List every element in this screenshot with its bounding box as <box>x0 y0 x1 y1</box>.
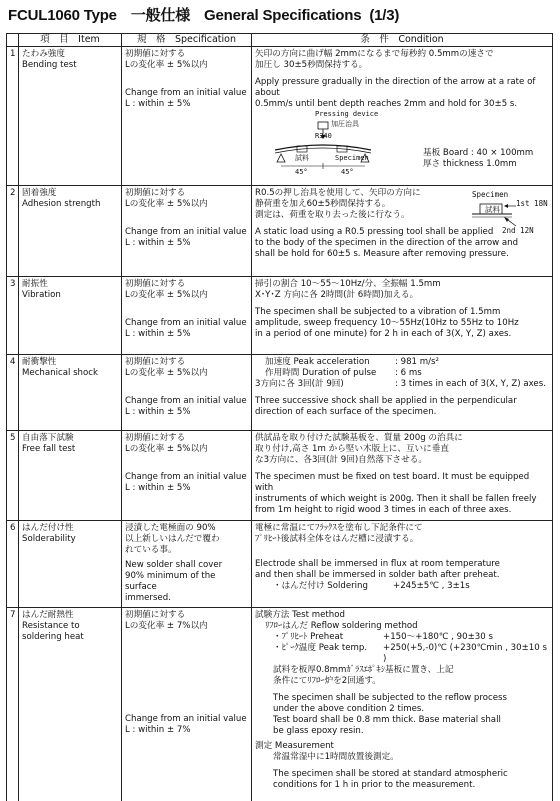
fig-second-load: 2nd 12N <box>502 226 534 235</box>
spec-ja: 初期値に対する Lの変化率 ± 5%以内 <box>125 433 208 454</box>
header-condition: 条 件 Condition <box>252 34 553 47</box>
table-row <box>7 355 553 431</box>
table-row <box>7 47 553 186</box>
row-number: 7 <box>7 608 19 801</box>
condition-preheat: ・ﾌﾟﾘﾋｰﾄ Preheat +150～+180℃ , 90±30 s <box>273 632 493 642</box>
header-no <box>7 34 19 47</box>
table-row <box>7 186 553 277</box>
fig-sample-label: 試料 <box>295 154 309 162</box>
condition-ja: 矢印の方向に曲げ幅 2mmになるまで毎秒約 0.5mmの速さで 加圧し 30±5秒間保持する。 <box>255 49 494 70</box>
method-title: 試験方法 Test method <box>255 610 345 620</box>
spec-ja: 初期値に対する Lの変化率 ± 5%以内 <box>125 49 208 70</box>
title-en: General Specifications <box>204 7 362 24</box>
spec-ja: 初期値に対する Lの変化率 ± 7%以内 <box>125 610 208 631</box>
spec-ja: 浸漬した電極面の 90% 以上新しいはんだで覆わ れている事。 <box>125 523 220 555</box>
spec-en: Change from an initial value L : within ± 7% <box>125 714 247 735</box>
condition-en: Three successive shock shall be applied in the perpendicular direction of each surface of the specimen. <box>255 396 517 417</box>
row-spec <box>122 431 252 521</box>
spec-ja: 初期値に対する Lの変化率 ± 5%以内 <box>125 188 208 209</box>
title-ja: 一般仕様 <box>130 7 191 24</box>
condition-duration: 作用時間 Duration of pulse : 6 ms <box>265 368 422 378</box>
row-spec <box>122 355 252 431</box>
row-spec <box>122 186 252 277</box>
row-number: 4 <box>7 355 19 431</box>
fig-sample-label: 試料 <box>485 205 500 214</box>
row-number: 5 <box>7 431 19 521</box>
row-item: 固着強度 Adhesion strength <box>19 186 122 277</box>
fig-first-load: 1st 18N <box>516 199 548 208</box>
spec-en: Change from an initial value L : within ± 5% <box>125 396 247 417</box>
row-number: 3 <box>7 277 19 355</box>
row-item: 自由落下試験 Free fall test <box>19 431 122 521</box>
condition-ja: 試料を板厚0.8mmｶﾞﾗｽｴﾎﾟｷｼ基板に置き、上記 条件にてﾘﾌﾛｰ炉を2回通す。 <box>273 665 454 686</box>
condition-en: The specimen shall be subjected to a vibration of 1.5mm amplitude, sweep frequency 10～55Hz(10Hz to 55Hz to 10Hz in a period of one minute) for 2 h in each of 3(X, Y, Z) axes. <box>255 307 519 339</box>
measure-title: 測定 Measurement <box>255 741 334 751</box>
condition-ja: R0.5の押し治具を使用して、矢印の方向に 静荷重を加え60±5秒間保持する。 測定は、荷重を取り去った後に行なう。 <box>255 188 421 220</box>
table-row <box>7 431 553 521</box>
condition-en: Apply pressure gradually in the direction of the arrow at a rate of about 0.5mm/s until bent depth reaches 2mm and hold for 30±5 s. <box>255 77 536 109</box>
row-number: 6 <box>7 521 19 608</box>
row-item: はんだ耐熱性 Resistance to soldering heat <box>19 608 122 801</box>
fig-angle-left: 45° <box>295 168 308 176</box>
condition-peak-temp: ・ﾋﾟｰｸ温度 Peak temp. +250(+5,-0)℃ (+230℃min , 30±10 s ) <box>273 643 547 664</box>
row-condition <box>252 186 553 277</box>
condition-ja: 供試品を取り付けた試験基板を、質量 200g の治具に 取り付け,高さ 1m から堅い木版上に、互いに垂直 な3方向に、各3回(計 9回)自然落下させる。 <box>255 433 463 465</box>
row-item: はんだ付け性 Solderability <box>19 521 122 608</box>
header-item: 項 目 Item <box>19 34 122 47</box>
condition-ja: 電極に常温にてﾌﾗｯｸｽを塗布し下記条件にて ﾌﾟﾘﾋｰﾄ後試料全体をはんだ槽に浸漬する。 <box>255 523 423 544</box>
table-row <box>7 521 553 608</box>
fig-specimen-label: Specimen <box>472 190 509 199</box>
condition-en: A static load using a R0.5 pressing tool shall be applied to the body of the specimen in the direction of the arrow and shall be hold for 60±5 s. Measure after removing pressure. <box>255 227 519 259</box>
row-spec <box>122 277 252 355</box>
method-subtitle: ﾘﾌﾛｰはんだ Reflow soldering method <box>265 621 418 631</box>
spec-en: Change from an initial value L : within ± 5% <box>125 88 247 109</box>
condition-en: The specimen shall be subjected to the reflow process under the above condition 2 times. Test board shall be 0.8 mm thick. Base material shall be glass epoxy resin. <box>273 693 507 736</box>
title-model: FCUL1060 Type <box>8 7 117 24</box>
row-spec <box>122 521 252 608</box>
spec-en: New solder shall cover 90% minimum of the surface immersed. <box>125 560 223 603</box>
fig-jig-label: 加圧治具 <box>331 120 359 128</box>
table-row <box>7 277 553 355</box>
condition-ja: 掃引の割合 10～55～10Hz/分、全振幅 1.5mm X･Y･Z 方向に各 2時間(計 6時間)加える。 <box>255 279 441 300</box>
condition-count: 3方向に各 3回(計 9回) : 3 times in each of 3(X, Y, Z) axes. <box>255 379 546 389</box>
row-spec <box>122 608 252 801</box>
measure-ja: 常温常湿中に1時間放置後測定。 <box>273 752 399 762</box>
row-spec <box>122 47 252 186</box>
fig-radius-label: R340 <box>315 132 332 140</box>
bending-test-figure <box>255 110 549 182</box>
fig-pressing-device: Pressing device <box>315 110 379 118</box>
header-spec: 規 格 Specification <box>122 34 252 47</box>
row-number: 1 <box>7 47 19 186</box>
spec-en: Change from an initial value L : within ± 5% <box>125 227 247 248</box>
condition-en: Electrode shall be immersed in flux at room temperature and then shall be immersed in solder bath after preheat. <box>255 559 500 580</box>
row-condition <box>252 608 553 801</box>
spec-en: Change from an initial value L : within ± 5% <box>125 472 247 493</box>
condition-soldering: ・はんだ付け Soldering +245±5℃ , 3±1s <box>273 581 470 591</box>
spec-en: Change from an initial value L : within ± 5% <box>125 318 247 339</box>
fig-specimen-label: Specimen <box>335 154 369 162</box>
adhesion-figure <box>458 190 548 240</box>
row-number: 2 <box>7 186 19 277</box>
spec-ja: 初期値に対する Lの変化率 ± 5%以内 <box>125 279 208 300</box>
row-condition <box>252 355 553 431</box>
table-header-row <box>7 34 553 47</box>
title-page: (1/3) <box>369 7 400 24</box>
row-item: たわみ強度 Bending test <box>19 47 122 186</box>
measure-en: The specimen shall be stored at standard atmospheric conditions for 1 h in prior to the measurement. <box>273 769 508 790</box>
row-condition <box>252 277 553 355</box>
fig-angle-right: 45° <box>341 168 354 176</box>
spec-ja: 初期値に対する Lの変化率 ± 5%以内 <box>125 357 208 378</box>
document-title <box>8 4 399 28</box>
row-condition <box>252 47 553 186</box>
specifications-table <box>6 33 553 801</box>
table-row <box>7 608 553 801</box>
row-condition <box>252 431 553 521</box>
board-dimensions: 基板 Board : 40 × 100mm 厚さ thickness 1.0mm <box>423 148 534 170</box>
row-condition <box>252 521 553 608</box>
condition-en: The specimen must be fixed on test board. It must be equipped with instruments of which weight is 200g. Then it shall be fallen freely from 1m height to rigid wood 3 times in each of three axes. <box>255 472 537 515</box>
row-item: 耐振性 Vibration <box>19 277 122 355</box>
row-item: 耐衝撃性 Mechanical shock <box>19 355 122 431</box>
condition-acceleration: 加速度 Peak acceleration : 981 m/s² <box>265 357 439 367</box>
